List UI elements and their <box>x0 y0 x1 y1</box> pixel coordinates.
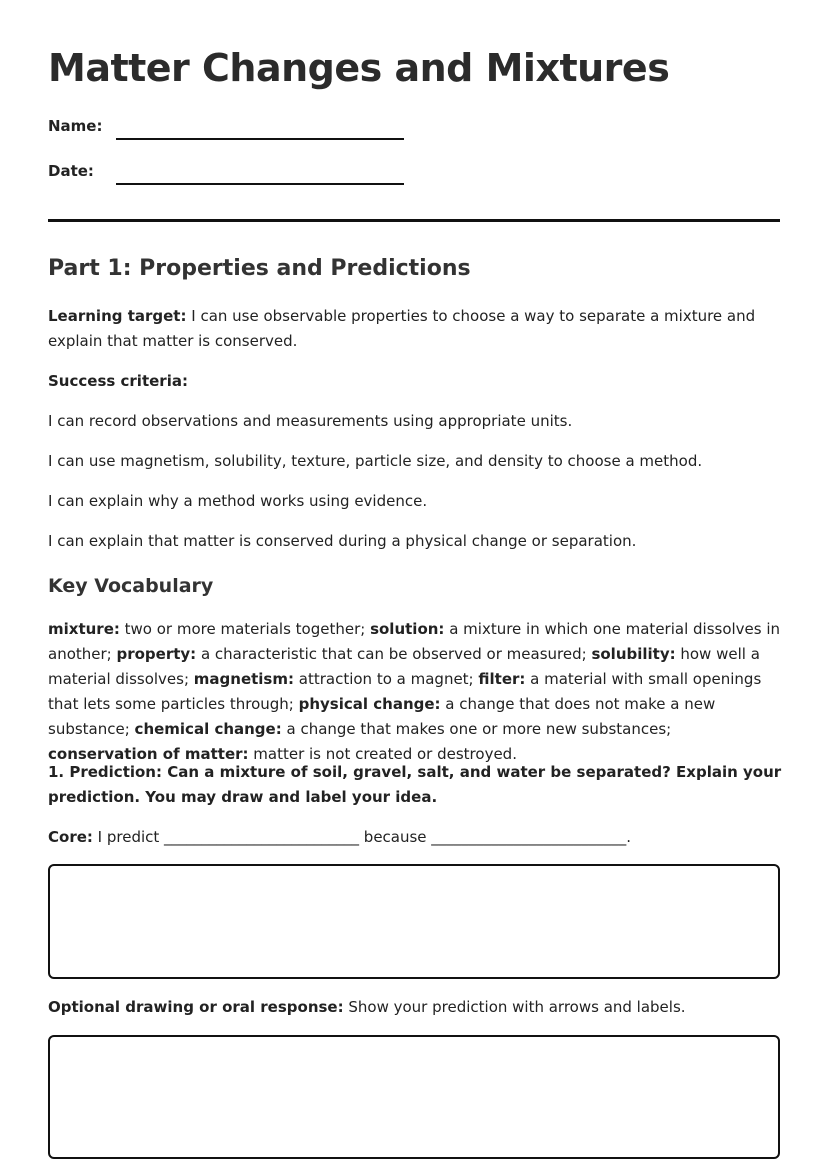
optional-instructions: Show your prediction with arrows and labels. <box>343 998 686 1016</box>
learning-target <box>48 304 768 354</box>
vocab-definition: a change that does not make a new substance; <box>48 695 716 738</box>
header-divider <box>48 219 780 222</box>
vocabulary-paragraph <box>48 617 783 767</box>
core-sentence <box>48 825 788 850</box>
name-field[interactable] <box>116 138 404 140</box>
prediction-answer-box[interactable] <box>48 864 780 979</box>
vocab-definition: a mixture in which one material dissolves in another; <box>48 620 781 663</box>
criterion-1: I can record observations and measurements using appropriate units. <box>48 412 573 430</box>
vocab-definition: how well a material dissolves; <box>48 645 760 688</box>
drawing-answer-box[interactable] <box>48 1035 780 1159</box>
date-field[interactable] <box>116 183 404 185</box>
vocab-term: chemical change: <box>134 720 282 738</box>
success-criteria-label: Success criteria: <box>48 372 188 390</box>
part1-heading: Part 1: Properties and Predictions <box>48 256 471 281</box>
criterion-3: I can explain why a method works using evidence. <box>48 492 428 510</box>
vocabulary-heading: Key Vocabulary <box>48 575 214 597</box>
vocab-definition: a material with small openings that lets some particles through; <box>48 670 762 713</box>
vocab-definition: a change that makes one or more new substances; <box>281 720 672 738</box>
core-sentence-frame: I predict __________________________ because __________________________. <box>92 828 632 846</box>
vocab-term: physical change: <box>298 695 441 713</box>
core-label: Core: <box>48 828 93 846</box>
vocab-term: magnetism: <box>193 670 294 688</box>
vocab-term: solution: <box>370 620 445 638</box>
criterion-2: I can use magnetism, solubility, texture, particle size, and density to choose a method. <box>48 452 703 470</box>
vocab-definition: a characteristic that can be observed or measured; <box>196 645 592 663</box>
name-label: Name: <box>48 117 103 135</box>
criterion-4: I can explain that matter is conserved during a physical change or separation. <box>48 532 637 550</box>
question-1-prompt: 1. Prediction: Can a mixture of soil, gravel, salt, and water be separated? Explain your prediction. You may draw and label your idea. <box>48 763 782 806</box>
vocab-term: filter: <box>478 670 526 688</box>
vocab-term: conservation of matter: <box>48 745 249 763</box>
learning-target-text: I can use observable properties to choose a way to separate a mixture and explain that matter is conserved. <box>48 307 756 350</box>
optional-response <box>48 995 788 1020</box>
page-title: Matter Changes and Mixtures <box>48 46 670 90</box>
vocab-definition: two or more materials together; <box>119 620 371 638</box>
vocab-term: mixture: <box>48 620 120 638</box>
date-label: Date: <box>48 162 94 180</box>
optional-label: Optional drawing or oral response: <box>48 998 344 1016</box>
vocab-term: property: <box>116 645 197 663</box>
vocab-term: solubility: <box>591 645 676 663</box>
vocab-definition: matter is not created or destroyed. <box>248 745 517 763</box>
vocab-definition: attraction to a magnet; <box>294 670 479 688</box>
learning-target-label: Learning target: <box>48 307 187 325</box>
